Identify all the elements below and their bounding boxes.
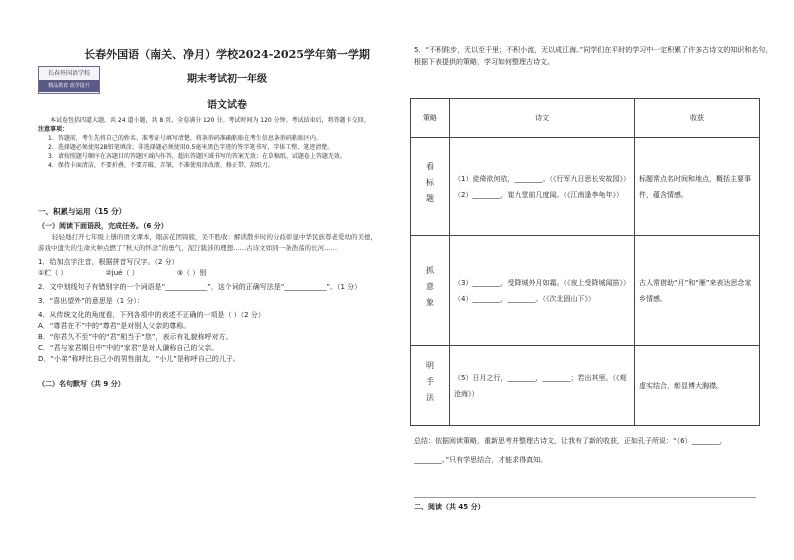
q1-option: ①贮（ ） [38, 269, 68, 277]
part1-sub2: （二）名句默写（共 9 分） [38, 380, 125, 388]
poem-cell [450, 346, 635, 426]
table-row [411, 138, 760, 236]
strategy-cell [411, 346, 450, 426]
strategy-cell [411, 236, 450, 346]
poem-cell [450, 236, 635, 346]
question-5-intro: 5．“不积跬步，无以至千里；不积小流，无以成江海。”同学们在平时的学习中一定积累了许多古诗文的知识和名句，根据下表提供的策略，学习如何整理古诗文。 [414, 46, 773, 66]
instruction-item: 1．答题前，考生先将自己的姓名、准考证号填写清楚，将条形码准确粘贴在考生信息条形码粘贴区内。 [48, 135, 322, 142]
table-header-row [411, 99, 760, 138]
strategy-cell [411, 138, 450, 236]
part1-block [38, 206, 383, 390]
q4-option-d: D．“小弟”称呼比自己小的男性朋友，“小儿”是称呼自己的儿子。 [38, 355, 240, 363]
instructions-heading: 注意事项： [38, 126, 69, 133]
table-row [411, 236, 760, 346]
poem-cell [450, 138, 635, 236]
strategy-label: 看标题 [425, 161, 435, 210]
poem-line-1: （1）徒倚欲何依，________。（《行军九日思长安故园》） [454, 174, 630, 183]
instruction-item: 3．请按照题号顺序在各题目的答题区域内作答，超出答题区域书写的答案无效；在草稿纸、试题卷上答题无效。 [48, 153, 346, 160]
part2-heading: 二、阅读（共 45 分） [414, 503, 485, 511]
logo-text-bottom: 精品教育 改学提升 [39, 80, 99, 92]
instructions [38, 116, 383, 170]
instruction-item: 4．保持卡面清洁，不要折叠，不要弄破、弄皱，不准使用涂改液、修正带、刮纸刀。 [48, 162, 274, 169]
header-poem: 诗文 [450, 99, 635, 138]
question-1-options [38, 268, 383, 279]
section-divider [414, 497, 756, 498]
poem-line-5: （5）日月之行，________，________；若出其里。（《观沧海》） [454, 373, 627, 398]
strategy-table [410, 98, 760, 426]
q4-option-c: C．“君与家君期日中”中的“家君”是对人谦称自己的父亲。 [38, 344, 219, 352]
poem-line-4: （4）________，________。（《次北固山下》） [454, 294, 595, 303]
question-4: 4．从传统文化的角度看，下列各项中的表述不正确的一项是（ ）（2 分） [38, 311, 265, 319]
poem-line-3: （3）________，受降城外月如霜。（《夜上受降城闻笛》） [454, 278, 630, 287]
table-summary: 总结：依据阅读策略，重新思考并整理古诗文，让我有了新的收获，正如孔子所说：“（6）________，________。”只有学思结合，才能求得真知。 [414, 437, 727, 464]
gain-cell: 古人常借助“月”和“雁”来表达思念家乡情感。 [635, 236, 760, 346]
q4-option-b: B．“你君久不至”中的“君”相当于“您”，表示有礼貌称呼对方。 [38, 333, 233, 341]
reading-passage: 轻轻地打开七年级上册的语文课本，眼前花团锦簇，美不胜收：解读散步时的分歧彰显中华民族尊老爱幼的美德，游戏中遗失的生命火种点燃了“秋天的怀念”的勇气，泥泞跋涉的理想……古诗文如同一条浩荡的长河…… [38, 233, 377, 252]
poem-line-2: （2）________，崔九堂前几度闻。（《江南逢李龟年》） [454, 190, 623, 199]
question-1: 1．给加点字注音，根据拼音写汉字。（2 分） [38, 258, 179, 266]
strategy-label: 明手法 [425, 360, 435, 409]
table-row [411, 346, 760, 426]
exam-title-subject: 语文试卷 [207, 100, 247, 111]
logo-text-top: 长春外国语学校 [47, 70, 90, 77]
header-strategy: 策略 [411, 99, 450, 138]
q1-option: ②jué（ ） [105, 269, 139, 277]
exam-title-school: 长春外国语（南关、净月）学校2024-2025学年第一学期 [84, 48, 370, 61]
strategy-label: 抓意象 [425, 265, 435, 314]
gain-cell: 标题常点名时间和地点，概括主要事件，蕴含情感。 [635, 138, 760, 236]
q1-option: ③（ ）别 [176, 269, 207, 277]
question-3: 3．“喜出望外”的意思是（1 分）： [38, 297, 144, 305]
gain-cell: 虚实结合，彰显博大胸襟。 [635, 346, 760, 426]
header-gain: 收获 [635, 99, 760, 138]
part1-heading: 一、积累与运用（15 分） [38, 207, 127, 216]
q4-option-a: A．“尊君在不”中的“尊君”是对别人父亲的尊称。 [38, 322, 191, 330]
instructions-intro: 本试卷包括四道大题，共 24 道小题，共 8 页。全卷满分 120 分。考试时间为 120 分钟。考试结束后，将答题卡交回。 [50, 117, 370, 124]
exam-title-grade: 期末考试初一年级 [187, 74, 267, 85]
instruction-item: 2．选择题必须使用2B铅笔填涂；非选择题必须使用0.5毫米黑色字迹的签字笔书写，字体工整、笔迹清楚。 [48, 144, 334, 151]
part1-sub1: （一）阅读下面语段，完成任务。（6 分） [38, 222, 168, 230]
question-2: 2．文中划线句子有错别字的一个词语是“____________”，这个词的正确写法是“____________”。（1 分） [38, 283, 362, 291]
